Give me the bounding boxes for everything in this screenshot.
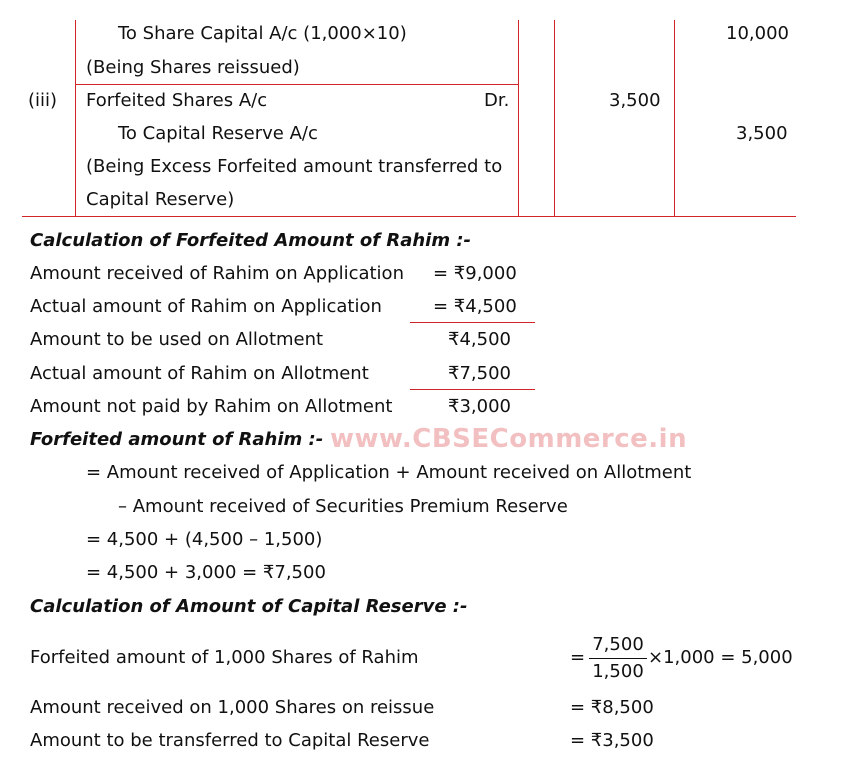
table-col-line-4 bbox=[674, 20, 675, 216]
cr-row3-value: = ₹3,500 bbox=[570, 730, 654, 751]
watermark: www.CBSECommerce.in bbox=[330, 424, 688, 454]
cr-row1-label: Forfeited amount of 1,000 Shares of Rahim bbox=[30, 647, 419, 668]
calc-row-label: Amount received of Rahim on Application bbox=[30, 263, 404, 284]
cr-row3-label: Amount to be transferred to Capital Reserve bbox=[30, 730, 430, 751]
calc-forfeited-heading: Calculation of Forfeited Amount of Rahim :- bbox=[30, 230, 472, 251]
calc-row-label: Actual amount of Rahim on Application bbox=[30, 296, 382, 317]
formula-line-3: = 4,500 + (4,500 – 1,500) bbox=[86, 529, 323, 550]
cr-row2-value: = ₹8,500 bbox=[570, 697, 654, 718]
cr-row1-numerator: 7,500 bbox=[592, 634, 644, 655]
subtotal-line-2 bbox=[410, 389, 535, 390]
entry-separator-line bbox=[75, 84, 518, 85]
subtotal-line-1 bbox=[410, 322, 535, 323]
calc-row-value: = ₹4,500 bbox=[433, 296, 517, 317]
calc-row-value: ₹3,000 bbox=[448, 396, 511, 417]
entry1-narration: (Being Shares reissued) bbox=[86, 57, 300, 78]
entry2-narration-2: Capital Reserve) bbox=[86, 189, 235, 210]
entry1-credit-amount: 10,000 bbox=[726, 23, 789, 44]
formula-line-1: = Amount received of Application + Amount received on Allotment bbox=[86, 462, 692, 483]
cr-row1-rest: ×1,000 = 5,000 bbox=[648, 647, 793, 668]
table-col-line-1 bbox=[75, 20, 76, 216]
entry1-credit-line: To Share Capital A/c (1,000×10) bbox=[118, 23, 407, 44]
entry2-credit-amount: 3,500 bbox=[736, 123, 788, 144]
entry2-debit-amount: 3,500 bbox=[609, 90, 661, 111]
entry2-dr: Dr. bbox=[484, 90, 510, 111]
table-col-line-2 bbox=[518, 20, 519, 216]
table-col-line-3 bbox=[554, 20, 555, 216]
cr-row1-denominator: 1,500 bbox=[592, 661, 644, 682]
formula-line-2: – Amount received of Securities Premium Reserve bbox=[118, 496, 568, 517]
table-bottom-line bbox=[22, 216, 796, 217]
formula-line-4: = 4,500 + 3,000 = ₹7,500 bbox=[86, 562, 326, 583]
capital-reserve-heading: Calculation of Amount of Capital Reserve :- bbox=[30, 596, 468, 617]
fraction-bar bbox=[589, 658, 647, 659]
calc-row-value: = ₹9,000 bbox=[433, 263, 517, 284]
calc-row-label: Actual amount of Rahim on Allotment bbox=[30, 363, 369, 384]
entry2-narration-1: (Being Excess Forfeited amount transferred to bbox=[86, 156, 503, 177]
forfeited-amount-heading: Forfeited amount of Rahim :- bbox=[30, 429, 324, 450]
cr-row1-eq: = bbox=[570, 647, 586, 668]
entry2-debit-line: Forfeited Shares A/c bbox=[86, 90, 268, 111]
calc-row-label: Amount not paid by Rahim on Allotment bbox=[30, 396, 393, 417]
entry2-credit-line: To Capital Reserve A/c bbox=[118, 123, 318, 144]
calc-row-label: Amount to be used on Allotment bbox=[30, 329, 324, 350]
entry2-number: (iii) bbox=[28, 90, 58, 111]
calc-row-value: ₹7,500 bbox=[448, 363, 511, 384]
calc-row-value: ₹4,500 bbox=[448, 329, 511, 350]
cr-row2-label: Amount received on 1,000 Shares on reissue bbox=[30, 697, 435, 718]
